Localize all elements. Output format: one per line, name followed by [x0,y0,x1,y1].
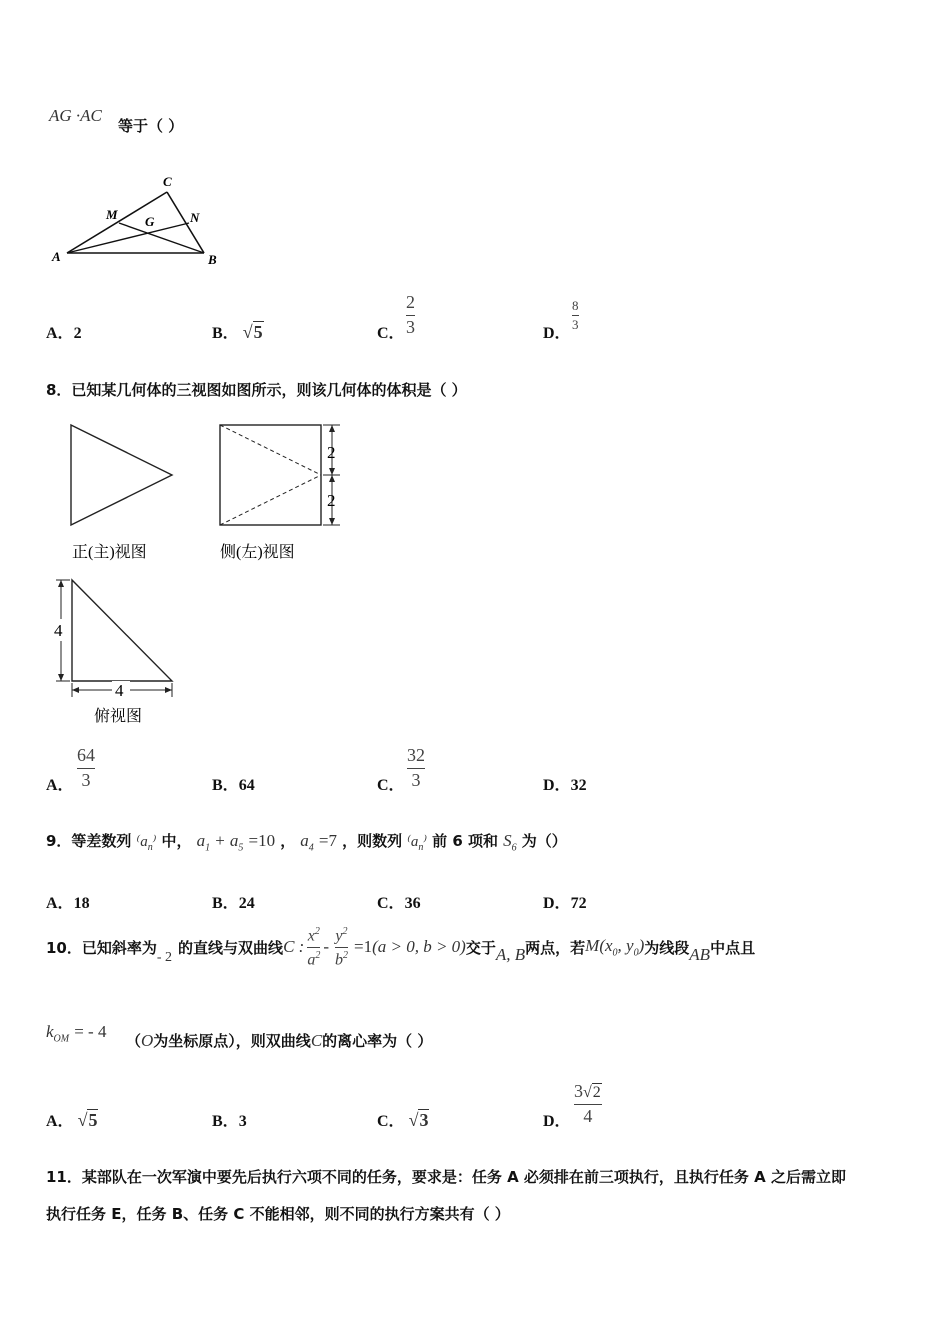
q9-stem: 9．等差数列 $^(a_n^)$ 中， $a_1 + a_5 =10$ ， $a_4 =7$ ，则数列 $^(a_n^)$ 前 6 项和 $S_6$ 为（） [46,831,567,854]
q9-option-b [212,890,255,913]
arrow-left-icon [72,687,79,693]
q10-option-d-fraction [574,1082,602,1127]
sqrt-icon: √3 [408,1110,429,1130]
q9-text-3: ，则数列 [342,832,403,850]
q9-option-a [46,890,90,913]
option-letter: A． [46,777,74,794]
sequence-an-2: $^(a_n^)$ [407,834,428,853]
term-a5: $a_5$ [229,831,244,854]
q10-line-1: 10．已知斜率为 - 2 的直线与双曲线 C : $\frac{x^2}{a^2}$ - $\frac{y^2}{b^2}$ =1 (a > 0, b > 0) 交于 A, B 两点，若 $M(x_0$, $y_0$) 为线段 AB 中点且 [46,926,756,969]
denominator: 3 [81,769,91,790]
label-n: N [190,210,200,225]
numerator: 64 [77,745,95,765]
q7-option-a [46,320,82,343]
numerator: 32 [407,745,425,765]
top-view-triangle [72,580,172,681]
q10-text-5: 为线段 [644,938,690,957]
sqrt-icon: √5 [77,1110,98,1130]
x-over-a: $\frac{x^2}{a^2}$ [307,926,321,969]
arrow-down-icon [329,518,335,525]
q10-option-d [543,1108,571,1131]
option-letter: B． [212,1113,239,1130]
option-value: 18 [73,895,90,912]
label-c: C [163,174,172,189]
option-value: 24 [238,895,255,912]
front-view-label: 正(主)视图 [72,544,147,561]
midpoint-m: $M(x_0$, $y_0$) [585,936,645,959]
q10-option-c [377,1108,429,1131]
hyperbola-c-2: C [310,1031,323,1050]
q10-condition: (a > 0, b > 0) [372,937,466,957]
option-letter: B． [212,777,239,794]
option-value: 64 [238,777,255,794]
option-letter: A． [46,1113,74,1130]
option-letter: C． [377,1113,405,1130]
option-letter: C． [377,777,405,794]
median-bm [119,223,204,253]
numerator: 2 [406,292,415,312]
y-over-b: $\frac{y^2}{b^2}$ [334,926,348,969]
q10-text-6: 中点且 [710,938,756,957]
denominator: 3 [411,769,421,790]
sequence-an: $^(a_n^)$ [136,834,157,853]
q8-option-c-fraction [407,746,425,791]
side-view-square [220,425,321,525]
hyperbola-c: C : [283,937,305,957]
q9-text-5: 为（） [521,832,567,850]
option-value: 2 [73,325,82,342]
q7-stem-text: 等于（ ） [118,117,184,135]
arrow-down-icon [58,674,64,681]
q10-line-2-text: （O为坐标原点），则双曲线C的离心率为（ ） [126,1031,433,1050]
denominator: 3 [406,316,415,337]
median-an [67,223,189,253]
q7-option-c-fraction [406,293,415,338]
q10-slope: - 2 [156,950,173,966]
arrow-up-icon [58,580,64,587]
q10-text-3: 交于 [465,938,496,957]
option-letter: A． [46,325,74,342]
q9-text-1: 9．等差数列 [46,832,132,850]
option-letter: D． [543,1113,571,1130]
q8-top-view [46,575,196,725]
option-letter: D． [543,325,571,342]
q10-line-2: $k_{OM}$ = - 4 [46,1022,107,1045]
segment-ab: AB [689,945,711,965]
q7-option-c [377,320,405,343]
top-view-label: 俯视图 [94,708,143,725]
label-g: G [145,214,155,229]
q8-option-c [377,772,405,795]
origin-o: O [141,1031,154,1050]
option-value: 3 [238,1113,247,1130]
points-ab: A, B [495,945,526,965]
term-a1: $a_1$ [196,831,211,854]
option-letter: A． [46,895,74,912]
label-b: B [208,252,217,267]
q9-text-2: 中， [161,832,192,850]
q7-option-b [212,320,264,343]
q8-front-side-views [60,418,350,568]
label-m: M [106,207,118,222]
q9-option-d [543,890,587,913]
arrow-down-icon [329,468,335,475]
sqrt-icon: √5 [242,322,263,342]
arrow-up-icon [329,475,335,482]
q7-option-d-fraction [572,299,579,333]
denominator: 3 [572,317,579,333]
option-value: 32 [570,777,587,794]
q10-option-b [212,1108,247,1131]
arrow-up-icon [329,425,335,432]
q10-text-1: 10．已知斜率为 [46,938,157,957]
q11-line-2: 执行任务 E，任务 B、任务 C 不能相邻，则不同的执行方案共有（ ） [46,1205,510,1223]
term-a4: $a_4$ [300,831,314,854]
side-view-label: 侧(左)视图 [220,544,295,561]
option-letter: C． [377,325,405,342]
dim-4-vertical: 4 [54,621,63,640]
option-letter: D． [543,895,571,912]
q9-text-4: 前 6 项和 [432,832,499,850]
dim-2-upper: 2 [327,443,336,462]
q11-line-1: 11．某部队在一次军演中要先后执行六项不同的任务，要求是：任务 A 必须排在前三项执行，且执行任务 A 之后需立即 [46,1168,846,1186]
q7-triangle-figure [44,166,234,276]
side-view-dash-lower [220,475,321,525]
q8-option-b [212,772,255,795]
option-letter: B． [212,325,239,342]
q8-stem: 8．已知某几何体的三视图如图所示，则该几何体的体积是（ ） [46,381,467,399]
denominator: 4 [583,1105,593,1126]
numerator: 3√2 [574,1081,601,1101]
option-value: 36 [404,895,421,912]
option-letter: C． [377,895,405,912]
q8-option-d [543,772,587,795]
q7-option-d [543,320,571,343]
q10-text-4: 两点，若 [525,938,586,957]
side-view-dash-upper [220,425,321,475]
slope-kom: $k_{OM}$ [46,1022,70,1045]
q8-option-a [46,772,74,795]
q7-vector-expression: AG ·AC [49,106,102,125]
q10-text-2: 的直线与双曲线 [178,938,284,957]
label-a: A [52,249,61,264]
option-letter: D． [543,777,571,794]
sum-s6: $S_6$ [503,831,517,854]
option-letter: B． [212,895,239,912]
radicand: 5 [253,322,263,342]
q10-option-a [46,1108,98,1131]
q8-option-a-fraction [77,746,95,791]
q9-option-c [377,890,421,913]
front-view-triangle [71,425,172,525]
dim-2-lower: 2 [327,491,336,510]
dim-4-horizontal: 4 [115,681,124,700]
option-value: 72 [570,895,587,912]
numerator: 8 [572,298,579,313]
arrow-right-icon [165,687,172,693]
